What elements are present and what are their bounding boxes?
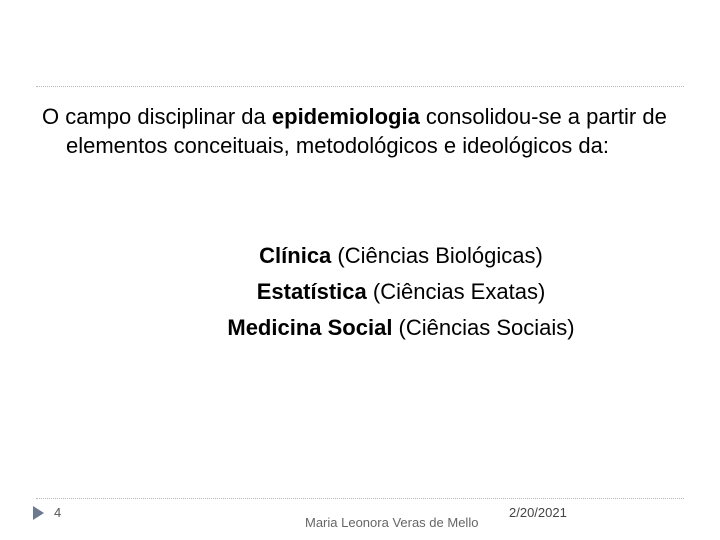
list-item (82, 274, 720, 310)
item-detail: (Ciências Biológicas) (331, 243, 543, 268)
item-bold-label: Medicina Social (227, 315, 393, 340)
item-detail: (Ciências Sociais) (392, 315, 575, 340)
item-bold-label: Estatística (256, 279, 367, 304)
paragraph-text-end: consolidou-se a partir de elementos conceituais, metodológicos e ideológicos da: (66, 104, 667, 158)
footer-date: 2/20/2021 (509, 505, 567, 520)
slide-number: 4 (54, 505, 62, 520)
paragraph-bold-term: epidemiologia (271, 104, 420, 129)
item-detail: (Ciências Exatas) (366, 279, 546, 304)
list-item (82, 310, 720, 346)
top-divider (36, 86, 684, 87)
disciplines-list (0, 238, 720, 346)
intro-paragraph (42, 102, 706, 160)
footer-author: Maria Leonora Veras de Mello (305, 515, 479, 530)
item-bold-label: Clínica (259, 243, 332, 268)
list-item (82, 238, 720, 274)
triangle-arrow-icon (33, 506, 44, 520)
bottom-divider (36, 498, 684, 499)
paragraph-text-start: O campo disciplinar da (42, 104, 272, 129)
